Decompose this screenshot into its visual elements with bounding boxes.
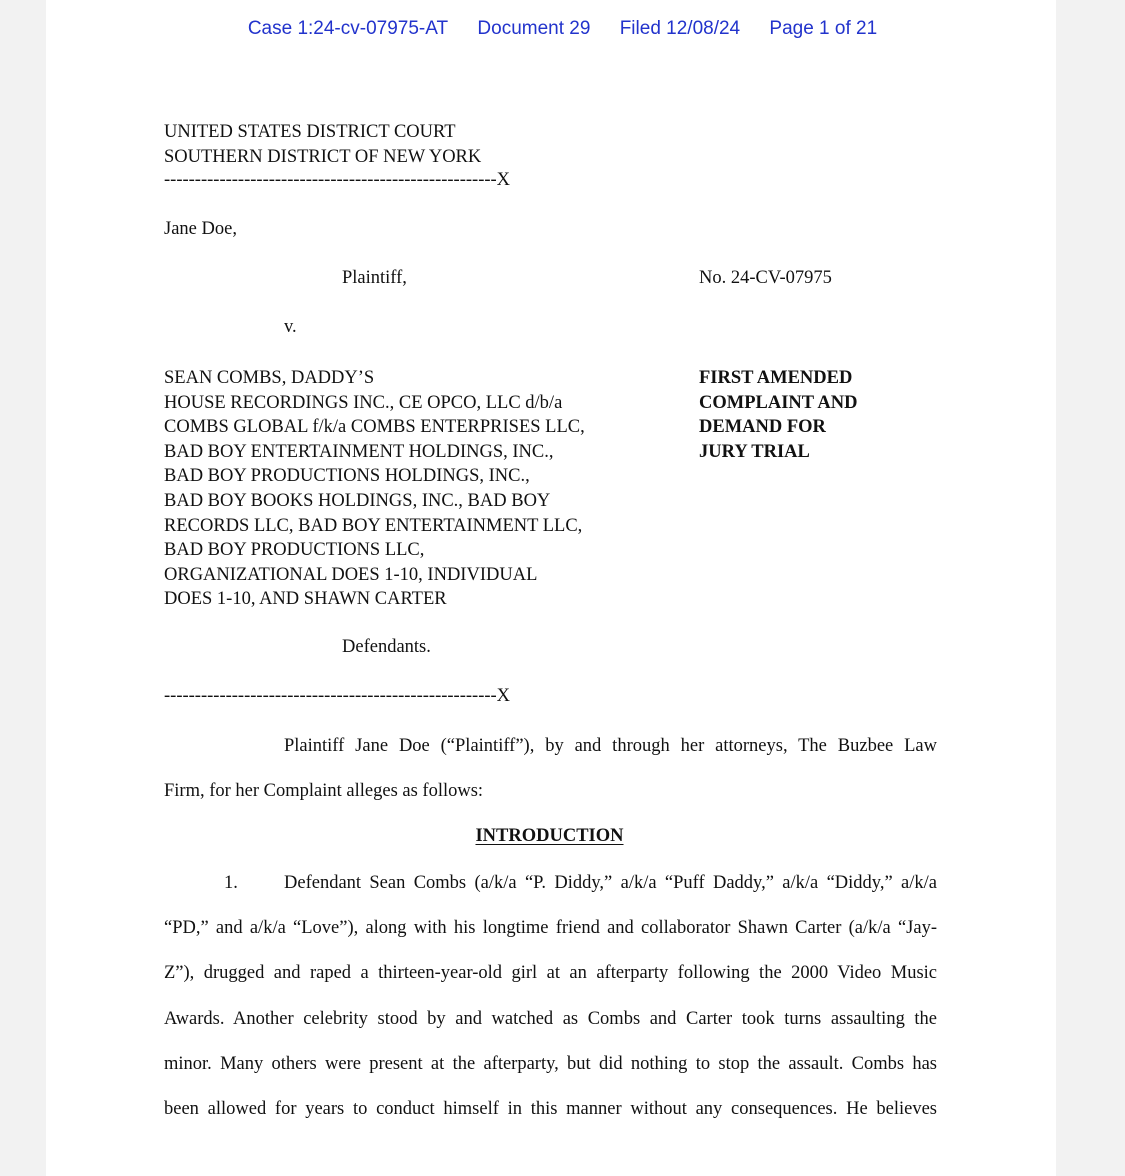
- section-heading: INTRODUCTION: [475, 826, 624, 846]
- defendant-line: SEAN COMBS, DADDY’S: [164, 368, 375, 388]
- defendant-line: ORGANIZATIONAL DOES 1-10, INDIVIDUAL: [164, 564, 538, 585]
- paragraph-line: minor. Many others were present at the afterparty, but did nothing to stop the assault. Combs has: [164, 1054, 937, 1074]
- paragraph-line: been allowed for years to conduct himself in this manner without any consequences. He believes: [164, 1099, 937, 1119]
- document-title-line: DEMAND FOR: [699, 417, 826, 438]
- document-number-stamp: Document 29: [477, 18, 591, 39]
- page-number-stamp: Page 1 of 21: [769, 18, 878, 39]
- filed-date-stamp: Filed 12/08/24: [619, 18, 741, 39]
- paragraph-line: “PD,” and a/k/a “Love”), along with his longtime friend and collaborator Shawn Carter (a/k/a “Jay-: [164, 918, 937, 938]
- paragraph-number: 1.: [224, 873, 238, 893]
- intro-paragraph-line: Plaintiff Jane Doe (“Plaintiff”), by and through her attorneys, The Buzbee Law: [284, 736, 937, 756]
- caption-divider-bottom: ------------------------------------------------------X: [164, 686, 511, 706]
- plaintiff-label: Plaintiff,: [342, 268, 407, 288]
- document-title: [699, 366, 857, 464]
- court-name: [164, 120, 481, 169]
- defendant-line: RECORDS LLC, BAD BOY ENTERTAINMENT LLC,: [164, 515, 583, 536]
- paragraph-line: Defendant Sean Combs (a/k/a “P. Diddy,” a/k/a “Puff Daddy,” a/k/a “Diddy,” a/k/a: [284, 873, 937, 893]
- document-title-line: COMPLAINT AND: [699, 392, 858, 413]
- defendant-line: DOES 1-10, AND SHAWN CARTER: [164, 589, 447, 610]
- court-name-line: UNITED STATES DISTRICT COURT: [164, 122, 456, 142]
- case-number: No. 24-CV-07975: [699, 268, 832, 288]
- document-title-line: FIRST AMENDED: [699, 368, 853, 388]
- defendant-line: BAD BOY PRODUCTIONS HOLDINGS, INC.,: [164, 466, 530, 487]
- filing-header-stamp: [0, 18, 1125, 40]
- case-number-stamp: Case 1:24-cv-07975-AT: [247, 18, 449, 39]
- plaintiff-name: Jane Doe,: [164, 219, 237, 239]
- court-district-line: SOUTHERN DISTRICT OF NEW YORK: [164, 146, 482, 167]
- paragraph-line: Z”), drugged and raped a thirteen-year-old girl at an afterparty following the 2000 Video Music: [164, 963, 937, 983]
- defendants-list: [164, 366, 585, 612]
- defendants-label: Defendants.: [342, 637, 431, 657]
- paragraph-line: Awards. Another celebrity stood by and watched as Combs and Carter took turns assaulting the: [164, 1009, 937, 1029]
- defendant-line: BAD BOY ENTERTAINMENT HOLDINGS, INC.,: [164, 441, 554, 462]
- document-title-line: JURY TRIAL: [699, 441, 810, 462]
- intro-paragraph-line: Firm, for her Complaint alleges as follows:: [164, 781, 484, 801]
- caption-divider-top: ------------------------------------------------------X: [164, 170, 511, 190]
- defendant-line: BAD BOY BOOKS HOLDINGS, INC., BAD BOY: [164, 490, 551, 511]
- defendant-line: COMBS GLOBAL f/k/a COMBS ENTERPRISES LLC,: [164, 417, 585, 438]
- defendant-line: HOUSE RECORDINGS INC., CE OPCO, LLC d/b/a: [164, 392, 563, 413]
- versus: v.: [284, 317, 297, 337]
- defendant-line: BAD BOY PRODUCTIONS LLC,: [164, 540, 425, 561]
